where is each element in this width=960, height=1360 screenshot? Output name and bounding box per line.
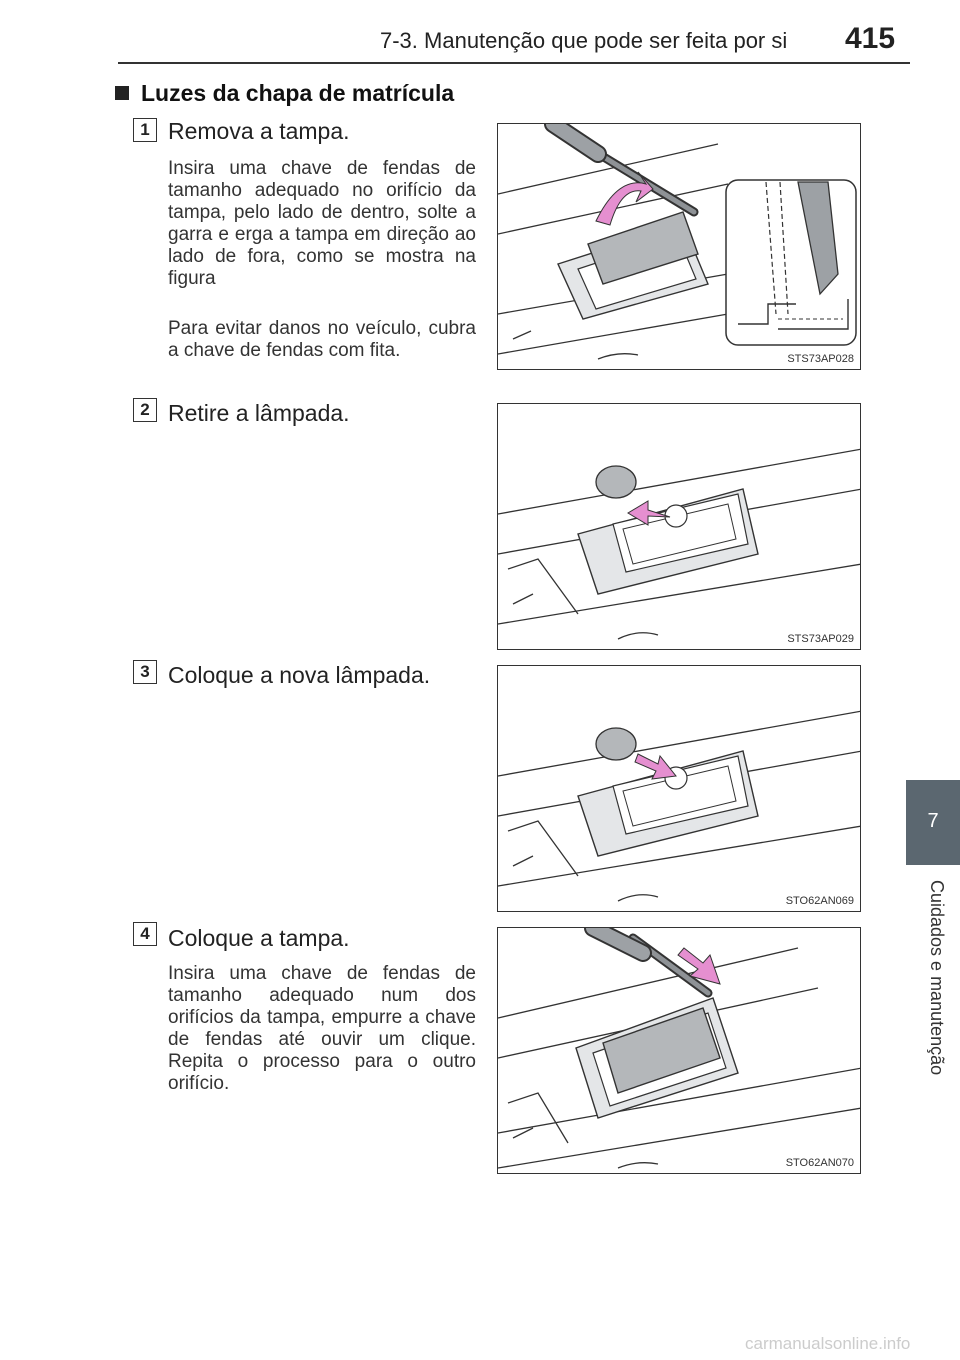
figure-code: STO62AN069: [785, 895, 854, 907]
section-heading-text: Luzes da chapa de matrícula: [141, 80, 455, 106]
step-4-badge: 4: [133, 922, 157, 946]
step-1-paragraph-1: Insira uma chave de fendas de tamanho adequado no orifício da tampa, pelo lado de dentro, solte a garra e erga a tampa em direção ao lado de fora, como se mostra na figura: [168, 158, 476, 289]
step-4-paragraph-1: Insira uma chave de fendas de tamanho adequado num dos orifícios da tampa, empurre a chave de fendas até ouvir um clique. Repita o processo para o outro orifício.: [168, 963, 476, 1094]
figure-code: STS73AP028: [787, 353, 854, 365]
step-4-illustration: [498, 928, 861, 1174]
step-3-badge: 3: [133, 660, 157, 684]
chapter-tab: [906, 780, 960, 865]
step-4-title: Coloque a tampa.: [168, 925, 350, 951]
square-bullet-icon: [115, 86, 129, 100]
running-header: 7-3. Manutenção que pode ser feita por si: [380, 28, 788, 53]
chapter-label: Cuidados e manutenção: [927, 880, 947, 1076]
watermark: carmanualsonline.info: [745, 1334, 911, 1353]
step-3-illustration: [498, 666, 861, 912]
figure-code: STS73AP029: [787, 633, 854, 645]
step-1-illustration: [498, 124, 861, 370]
step-2-badge: 2: [133, 398, 157, 422]
step-1-paragraph-2: Para evitar danos no veículo, cubra a chave de fendas com fita.: [168, 318, 476, 361]
figure-code: STO62AN070: [785, 1157, 854, 1169]
step-1-figure: [497, 123, 861, 370]
step-2-title: Retire a lâmpada.: [168, 400, 350, 426]
chapter-number: 7: [927, 810, 939, 832]
section-heading: [115, 80, 454, 107]
step-1-badge: 1: [133, 118, 157, 142]
page-number: 415: [845, 22, 896, 55]
step-2-figure: [497, 403, 861, 650]
step-4-figure: [497, 927, 861, 1174]
header-rule: [118, 62, 910, 64]
step-3-figure: [497, 665, 861, 912]
step-3-title: Coloque a nova lâmpada.: [168, 662, 431, 688]
step-2-illustration: [498, 404, 861, 650]
step-1-title: Remova a tampa.: [168, 118, 350, 144]
